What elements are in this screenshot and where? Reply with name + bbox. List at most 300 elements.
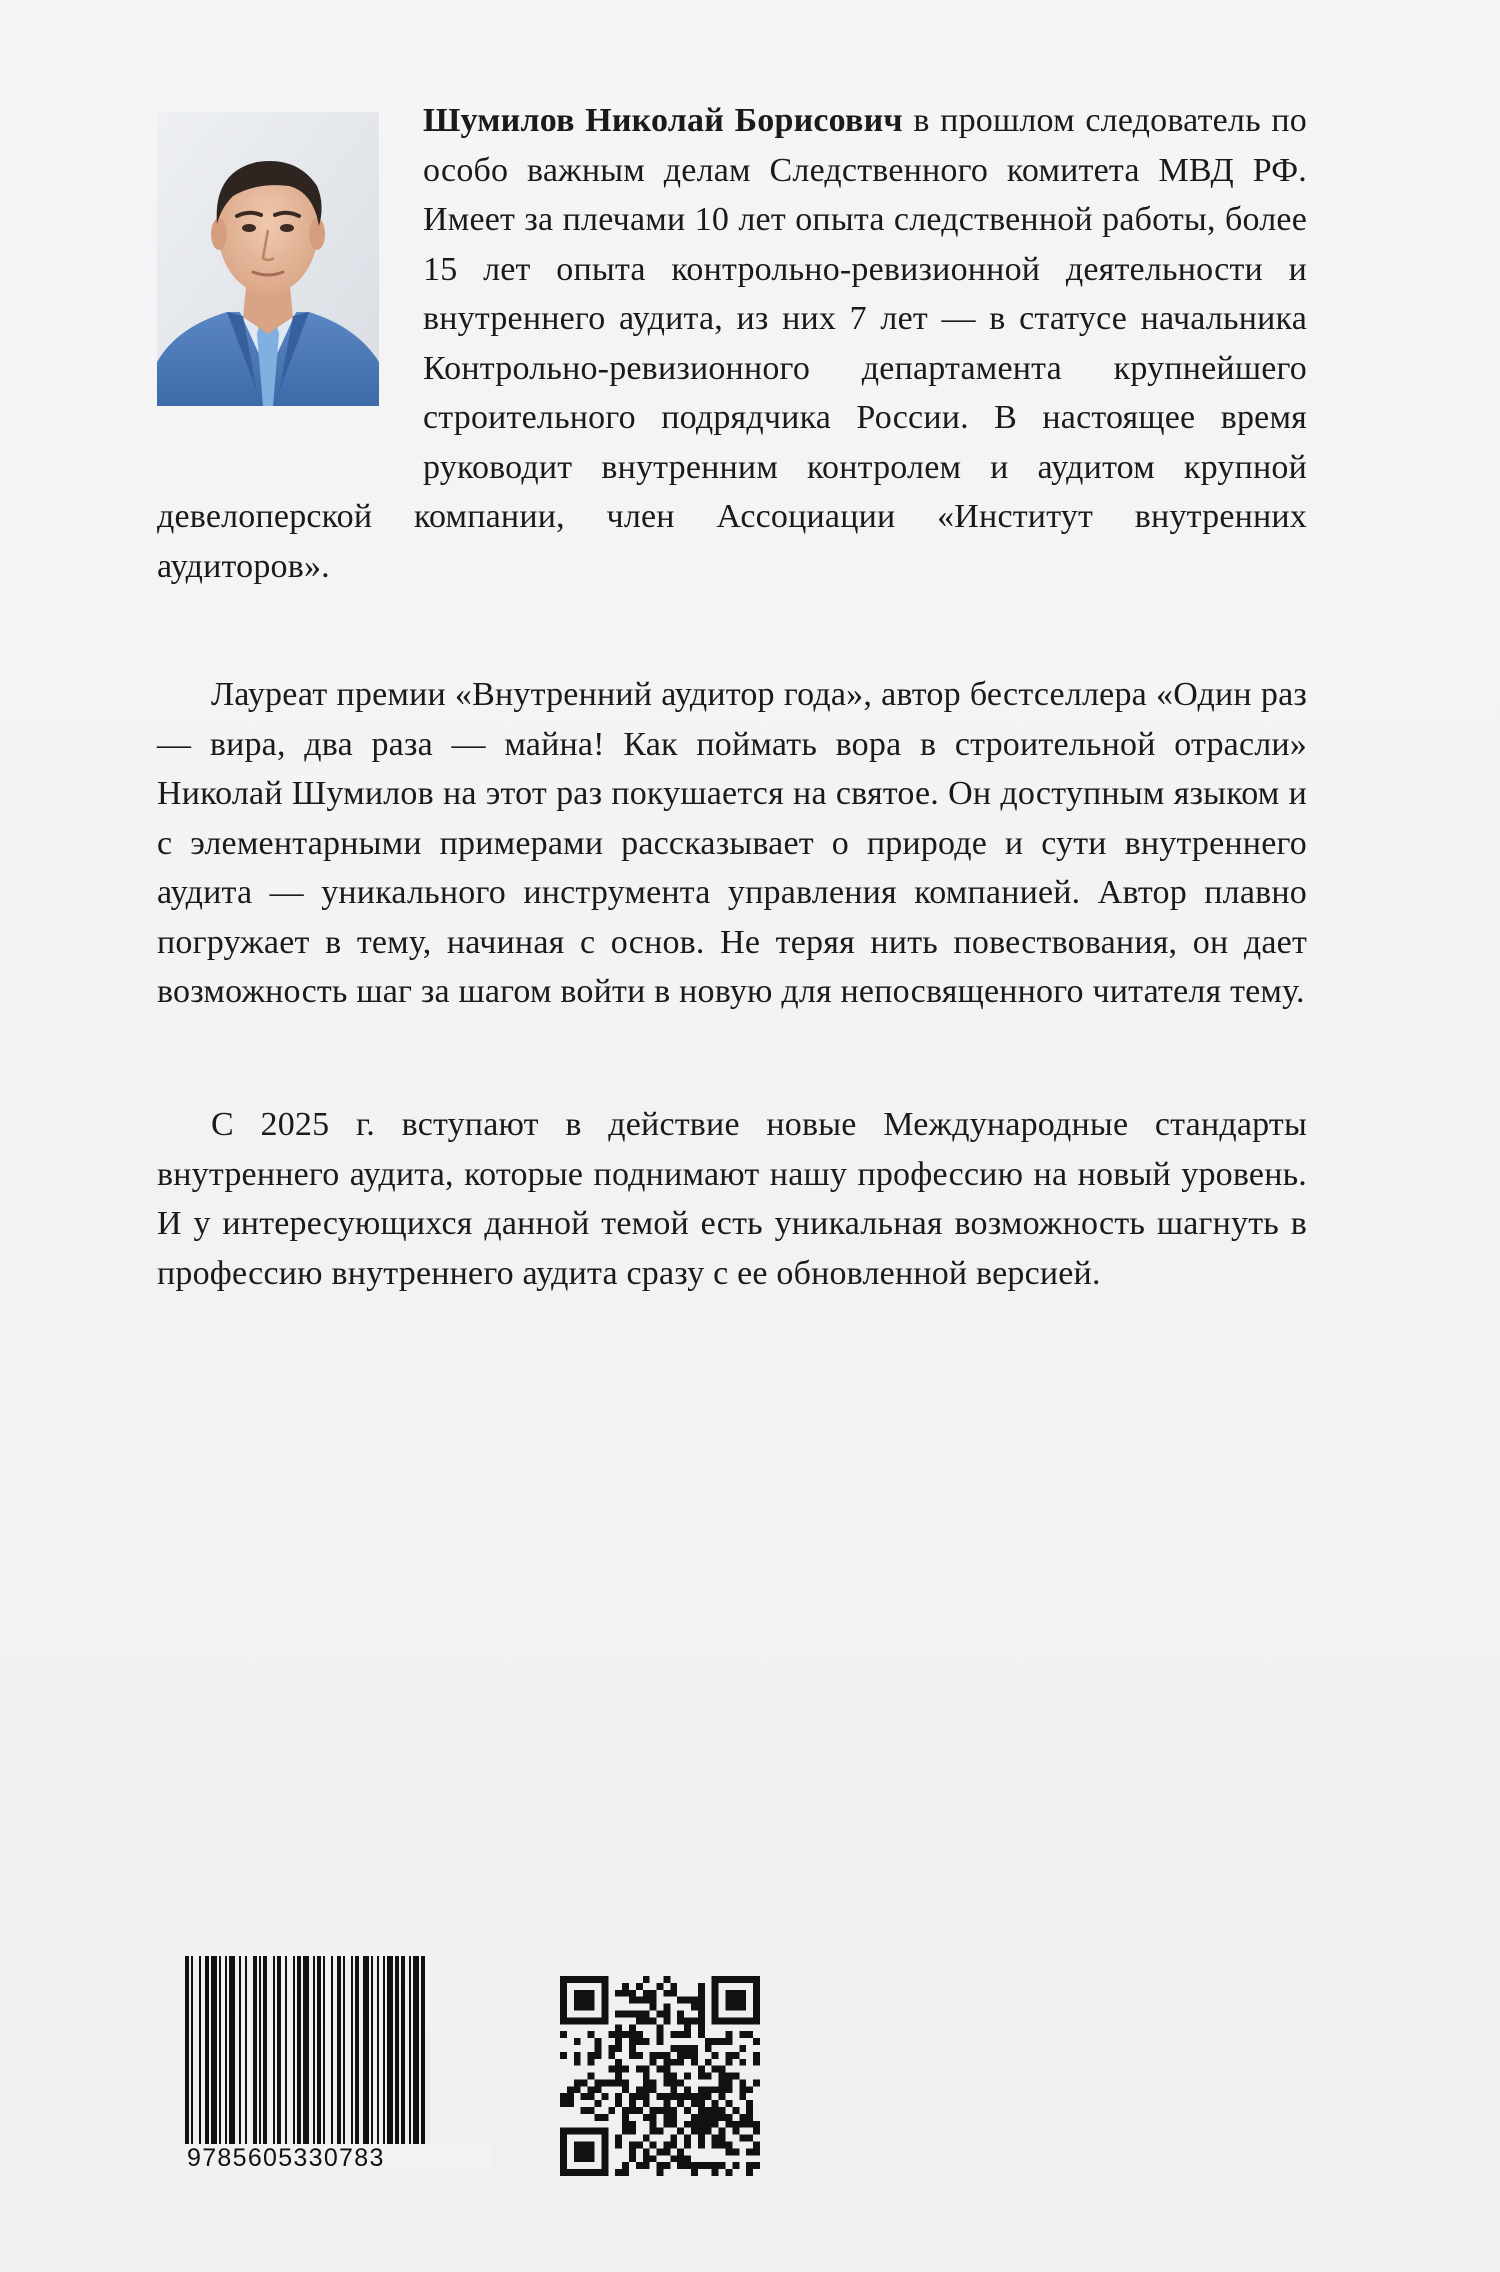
qr-module xyxy=(705,2121,712,2128)
qr-module xyxy=(705,2107,712,2114)
qr-module xyxy=(698,2073,705,2080)
qr-module xyxy=(601,2017,608,2024)
qr-module xyxy=(594,2079,601,2086)
qr-module xyxy=(560,2135,567,2142)
qr-module xyxy=(601,2148,608,2155)
qr-module xyxy=(691,2004,698,2011)
qr-module xyxy=(650,2004,657,2011)
qr-module xyxy=(719,2093,726,2100)
qr-module xyxy=(726,1990,733,1997)
qr-module xyxy=(657,2066,664,2073)
qr-module xyxy=(615,2093,622,2100)
qr-module xyxy=(732,2004,739,2011)
qr-module xyxy=(560,2031,567,2038)
barcode-bar xyxy=(285,1956,287,2156)
qr-module xyxy=(677,2093,684,2100)
qr-module xyxy=(712,1997,719,2004)
qr-module xyxy=(732,2162,739,2169)
qr-module xyxy=(650,2107,657,2114)
barcode-bar xyxy=(401,1956,405,2156)
qr-module xyxy=(643,2073,650,2080)
qr-module xyxy=(622,2079,629,2086)
qr-module xyxy=(594,2169,601,2176)
qr-module xyxy=(677,2079,684,2086)
qr-module xyxy=(663,2017,670,2024)
qr-module xyxy=(698,2121,705,2128)
qr-module xyxy=(719,2066,726,2073)
qr-module xyxy=(588,2128,595,2135)
qr-module xyxy=(594,2038,601,2045)
qr-module xyxy=(657,1983,664,1990)
qr-module xyxy=(726,2059,733,2066)
qr-module xyxy=(726,1976,733,1983)
qr-module xyxy=(691,2045,698,2052)
qr-module xyxy=(691,2100,698,2107)
qr-module xyxy=(574,1990,581,1997)
barcode-bar xyxy=(371,1956,373,2156)
qr-module xyxy=(601,2004,608,2011)
qr-module xyxy=(629,2052,636,2059)
qr-module xyxy=(712,2142,719,2149)
barcode-bar xyxy=(225,1956,227,2156)
qr-module xyxy=(608,2045,615,2052)
qr-module xyxy=(663,2066,670,2073)
barcode-bar xyxy=(421,1956,425,2156)
qr-module xyxy=(650,2079,657,2086)
qr-module xyxy=(622,2010,629,2017)
qr-module xyxy=(629,2031,636,2038)
qr-module xyxy=(615,2079,622,2086)
qr-module xyxy=(753,1997,760,2004)
qr-module xyxy=(581,2079,588,2086)
qr-module xyxy=(636,2038,643,2045)
qr-module xyxy=(746,1976,753,1983)
qr-module xyxy=(698,2010,705,2017)
qr-module xyxy=(663,2142,670,2149)
qr-module xyxy=(650,1990,657,1997)
qr-module xyxy=(560,2010,567,2017)
qr-module xyxy=(670,2142,677,2149)
qr-module xyxy=(712,2121,719,2128)
qr-module xyxy=(705,2038,712,2045)
qr-module xyxy=(574,2017,581,2024)
qr-module xyxy=(629,2121,636,2128)
qr-module xyxy=(719,2128,726,2135)
qr-module xyxy=(657,2128,664,2135)
qr-module xyxy=(753,2017,760,2024)
qr-module xyxy=(615,2038,622,2045)
qr-module xyxy=(622,1983,629,1990)
qr-module xyxy=(588,2107,595,2114)
qr-module xyxy=(670,2059,677,2066)
qr-module xyxy=(677,2100,684,2107)
barcode-bar xyxy=(277,1956,281,2156)
qr-module xyxy=(581,2142,588,2149)
qr-module xyxy=(622,2169,629,2176)
qr-module xyxy=(588,2052,595,2059)
qr-module xyxy=(698,2142,705,2149)
qr-module xyxy=(739,2079,746,2086)
qr-module xyxy=(712,2107,719,2114)
barcode-bar xyxy=(323,1956,325,2156)
qr-module xyxy=(670,2086,677,2093)
qr-module xyxy=(684,2031,691,2038)
qr-module xyxy=(650,2059,657,2066)
qr-module xyxy=(663,1976,670,1983)
qr-module xyxy=(574,2148,581,2155)
qr-module xyxy=(684,2155,691,2162)
qr-module xyxy=(684,2093,691,2100)
qr-module xyxy=(608,2031,615,2038)
qr-module xyxy=(663,2093,670,2100)
qr-module xyxy=(663,2121,670,2128)
qr-module xyxy=(712,1990,719,1997)
qr-module xyxy=(615,2066,622,2073)
qr-module xyxy=(719,1976,726,1983)
qr-module xyxy=(643,2114,650,2121)
qr-module xyxy=(643,2017,650,2024)
qr-module xyxy=(560,2004,567,2011)
qr-module xyxy=(629,2045,636,2052)
barcode-bar xyxy=(219,1956,221,2156)
qr-module xyxy=(601,2010,608,2017)
qr-module xyxy=(636,2017,643,2024)
barcode-bar xyxy=(211,1956,217,2156)
qr-module xyxy=(657,2038,664,2045)
qr-module xyxy=(663,2107,670,2114)
qr-module xyxy=(636,2093,643,2100)
qr-module xyxy=(601,2135,608,2142)
qr-module xyxy=(615,2045,622,2052)
qr-module xyxy=(581,1990,588,1997)
qr-module xyxy=(601,2155,608,2162)
qr-module xyxy=(726,2017,733,2024)
qr-module xyxy=(739,2121,746,2128)
qr-module xyxy=(560,1976,567,1983)
qr-module xyxy=(594,2017,601,2024)
qr-module xyxy=(560,2052,567,2059)
qr-module xyxy=(691,2128,698,2135)
qr-module xyxy=(615,2010,622,2017)
qr-module xyxy=(677,2031,684,2038)
qr-module xyxy=(712,2169,719,2176)
qr-module xyxy=(588,2017,595,2024)
qr-module xyxy=(670,2114,677,2121)
qr-module xyxy=(732,2107,739,2114)
qr-module xyxy=(657,2010,664,2017)
qr-module xyxy=(615,2031,622,2038)
qr-module xyxy=(643,2148,650,2155)
qr-module xyxy=(657,2024,664,2031)
qr-module xyxy=(636,2107,643,2114)
qr-module xyxy=(560,2162,567,2169)
qr-module xyxy=(712,2004,719,2011)
qr-module xyxy=(657,2148,664,2155)
qr-module xyxy=(712,2017,719,2024)
qr-module xyxy=(560,2148,567,2155)
qr-module xyxy=(663,2162,670,2169)
qr-module xyxy=(670,2093,677,2100)
qr-module xyxy=(698,2107,705,2114)
qr-module xyxy=(581,2128,588,2135)
qr-module xyxy=(657,2162,664,2169)
qr-module xyxy=(629,2010,636,2017)
qr-module xyxy=(719,2107,726,2114)
qr-module xyxy=(581,1976,588,1983)
barcode-bar xyxy=(331,1956,333,2156)
qr-module xyxy=(726,2052,733,2059)
qr-module xyxy=(670,2045,677,2052)
qr-module xyxy=(677,2155,684,2162)
barcode-bar xyxy=(413,1956,419,2156)
qr-module xyxy=(629,2038,636,2045)
qr-module xyxy=(726,2004,733,2011)
qr-module xyxy=(636,2142,643,2149)
barcode-bar xyxy=(199,1956,201,2156)
qr-module xyxy=(588,1976,595,1983)
qr-module xyxy=(684,2086,691,2093)
qr-module xyxy=(684,2135,691,2142)
barcode-bar xyxy=(245,1956,247,2156)
qr-module xyxy=(746,2100,753,2107)
qr-module xyxy=(712,2038,719,2045)
qr-module xyxy=(726,2121,733,2128)
qr-module xyxy=(746,2031,753,2038)
qr-module xyxy=(719,2135,726,2142)
qr-module xyxy=(601,2093,608,2100)
qr-module xyxy=(601,1997,608,2004)
qr-module xyxy=(726,2114,733,2121)
qr-module xyxy=(746,2017,753,2024)
qr-module xyxy=(712,2086,719,2093)
qr-module xyxy=(705,2093,712,2100)
qr-module xyxy=(574,2128,581,2135)
qr-module xyxy=(670,2121,677,2128)
qr-module xyxy=(601,2169,608,2176)
qr-module xyxy=(739,1990,746,1997)
qr-module xyxy=(581,2017,588,2024)
qr-module xyxy=(636,1997,643,2004)
qr-module xyxy=(705,2128,712,2135)
qr-module xyxy=(726,2031,733,2038)
barcode-bar xyxy=(185,1956,189,2156)
qr-code-modules xyxy=(560,1976,760,2176)
qr-module xyxy=(594,2052,601,2059)
qr-module xyxy=(732,2052,739,2059)
qr-module xyxy=(746,2107,753,2114)
qr-module xyxy=(746,2169,753,2176)
qr-module xyxy=(684,2017,691,2024)
qr-module xyxy=(567,2100,574,2107)
qr-module xyxy=(732,2017,739,2024)
qr-module xyxy=(594,2045,601,2052)
qr-module xyxy=(670,2073,677,2080)
qr-module xyxy=(726,2148,733,2155)
qr-module xyxy=(567,2017,574,2024)
qr-module xyxy=(698,2004,705,2011)
qr-module xyxy=(698,1997,705,2004)
qr-module xyxy=(746,2121,753,2128)
barcode-bar xyxy=(395,1956,399,2156)
qr-module xyxy=(753,1990,760,1997)
qr-module xyxy=(677,1997,684,2004)
qr-module xyxy=(732,1990,739,1997)
qr-module xyxy=(574,2052,581,2059)
qr-module xyxy=(684,2107,691,2114)
qr-module xyxy=(705,2059,712,2066)
qr-module xyxy=(684,2024,691,2031)
qr-module xyxy=(643,1990,650,1997)
qr-module xyxy=(677,2148,684,2155)
qr-module xyxy=(622,2031,629,2038)
qr-module xyxy=(594,2086,601,2093)
qr-module xyxy=(588,2142,595,2149)
qr-module xyxy=(712,2135,719,2142)
qr-module xyxy=(643,2066,650,2073)
qr-module xyxy=(719,2086,726,2093)
qr-module xyxy=(581,2148,588,2155)
qr-module xyxy=(636,2066,643,2073)
qr-module xyxy=(650,2086,657,2093)
qr-module xyxy=(746,2086,753,2093)
qr-module xyxy=(567,2128,574,2135)
qr-module xyxy=(629,2107,636,2114)
qr-module xyxy=(691,2052,698,2059)
qr-module xyxy=(705,2073,712,2080)
qr-module xyxy=(753,2148,760,2155)
qr-module xyxy=(753,2079,760,2086)
qr-module xyxy=(705,2045,712,2052)
qr-module xyxy=(622,1990,629,1997)
qr-module xyxy=(691,2093,698,2100)
qr-module xyxy=(629,2093,636,2100)
qr-module xyxy=(712,2100,719,2107)
qr-module xyxy=(560,1997,567,2004)
qr-module xyxy=(560,2017,567,2024)
qr-module xyxy=(726,2079,733,2086)
isbn-barcode xyxy=(183,1956,487,2176)
qr-module xyxy=(705,2162,712,2169)
qr-module xyxy=(657,2031,664,2038)
qr-module xyxy=(615,2024,622,2031)
qr-module xyxy=(698,2024,705,2031)
barcode-bar xyxy=(313,1956,315,2156)
barcode-bar xyxy=(205,1956,209,2156)
qr-module xyxy=(746,2114,753,2121)
isbn-number: 9785605330783 xyxy=(183,2144,491,2173)
qr-module xyxy=(657,2052,664,2059)
qr-module xyxy=(663,2059,670,2066)
qr-module xyxy=(691,2114,698,2121)
qr-module xyxy=(629,2100,636,2107)
qr-module xyxy=(677,2162,684,2169)
barcode-bars xyxy=(183,1956,487,2156)
qr-module xyxy=(691,1997,698,2004)
qr-module xyxy=(636,2162,643,2169)
qr-module xyxy=(746,2148,753,2155)
qr-module xyxy=(601,2142,608,2149)
barcode-bar xyxy=(239,1956,241,2156)
annotation-paragraph-1: Лауреат премии «Внутренний аудитор года», автор бестселлера «Один раз — вира, два раза — майна! Как поймать вора в строительной отрасли» Николай Шумилов на этот раз покушается на святое. Он доступным языком и с элементарными примерами рассказывает о природе и сути внутреннего аудита — уникального инструмента управления компанией. Автор плавно погружает в тему, начиная с основ. Не теряя нить повествования, он дает возможность шаг за шагом войти в новую для непосвященного читателя тему. xyxy=(157,676,1307,1010)
qr-module xyxy=(636,2052,643,2059)
qr-module xyxy=(594,2100,601,2107)
qr-module xyxy=(567,2169,574,2176)
qr-module xyxy=(677,2052,684,2059)
qr-module xyxy=(712,2066,719,2073)
qr-module xyxy=(663,2148,670,2155)
qr-module xyxy=(581,1997,588,2004)
author-bio-text: в прошлом следователь по особо важным делам Следственного комитета МВД РФ. Имеет за плечами 10 лет опыта следственной работы, более 15 лет опыта контрольно-ревизионной деятельности и внутреннего аудита, из них 7 лет — в статусе начальника Контрольно-ревизионного департамента крупнейшего строительного подрядчика России. В настоящее время руководит внутренним контролем и аудитом крупной девелоперской компании, член Ассоциации «Институт внутренних аудиторов». xyxy=(157,102,1307,585)
qr-module xyxy=(588,2031,595,2038)
qr-module xyxy=(622,2107,629,2114)
qr-module xyxy=(691,2059,698,2066)
qr-module xyxy=(650,2017,657,2024)
qr-module xyxy=(677,2010,684,2017)
qr-module xyxy=(567,1976,574,1983)
qr-module xyxy=(719,2142,726,2149)
qr-module xyxy=(732,2073,739,2080)
barcode-bar xyxy=(229,1956,235,2156)
qr-module xyxy=(663,2079,670,2086)
qr-module xyxy=(663,2004,670,2011)
qr-module xyxy=(608,2107,615,2114)
qr-module xyxy=(622,2066,629,2073)
qr-module xyxy=(615,2135,622,2142)
qr-module xyxy=(726,1997,733,2004)
qr-module xyxy=(574,2038,581,2045)
qr-module xyxy=(574,1976,581,1983)
qr-module xyxy=(691,2162,698,2169)
qr-module xyxy=(691,2017,698,2024)
barcode-bar xyxy=(259,1956,261,2156)
qr-module xyxy=(581,2169,588,2176)
qr-module xyxy=(650,2121,657,2128)
qr-module xyxy=(636,1983,643,1990)
qr-module xyxy=(574,2079,581,2086)
qr-module xyxy=(650,2155,657,2162)
qr-module xyxy=(594,2128,601,2135)
qr-module xyxy=(657,2169,664,2176)
qr-module xyxy=(643,1997,650,2004)
barcode-bar xyxy=(297,1956,301,2156)
qr-module xyxy=(636,2086,643,2093)
qr-module xyxy=(581,2107,588,2114)
qr-module xyxy=(753,2128,760,2135)
qr-module xyxy=(677,2128,684,2135)
qr-module xyxy=(739,1997,746,2004)
qr-module xyxy=(588,2086,595,2093)
qr-module xyxy=(560,2142,567,2149)
portrait-spacer xyxy=(157,96,423,446)
qr-module xyxy=(629,1990,636,1997)
qr-module xyxy=(581,2093,588,2100)
qr-module xyxy=(670,2079,677,2086)
barcode-bar xyxy=(337,1956,341,2156)
qr-module xyxy=(698,1990,705,1997)
qr-module xyxy=(663,2052,670,2059)
qr-module xyxy=(698,2031,705,2038)
qr-module xyxy=(574,1997,581,2004)
qr-module xyxy=(567,2093,574,2100)
qr-module xyxy=(574,2169,581,2176)
qr-module xyxy=(753,2004,760,2011)
qr-module xyxy=(643,2038,650,2045)
qr-module xyxy=(588,2155,595,2162)
qr-module xyxy=(677,2017,684,2024)
qr-module xyxy=(705,2086,712,2093)
qr-module xyxy=(719,2079,726,2086)
qr-module xyxy=(753,2162,760,2169)
